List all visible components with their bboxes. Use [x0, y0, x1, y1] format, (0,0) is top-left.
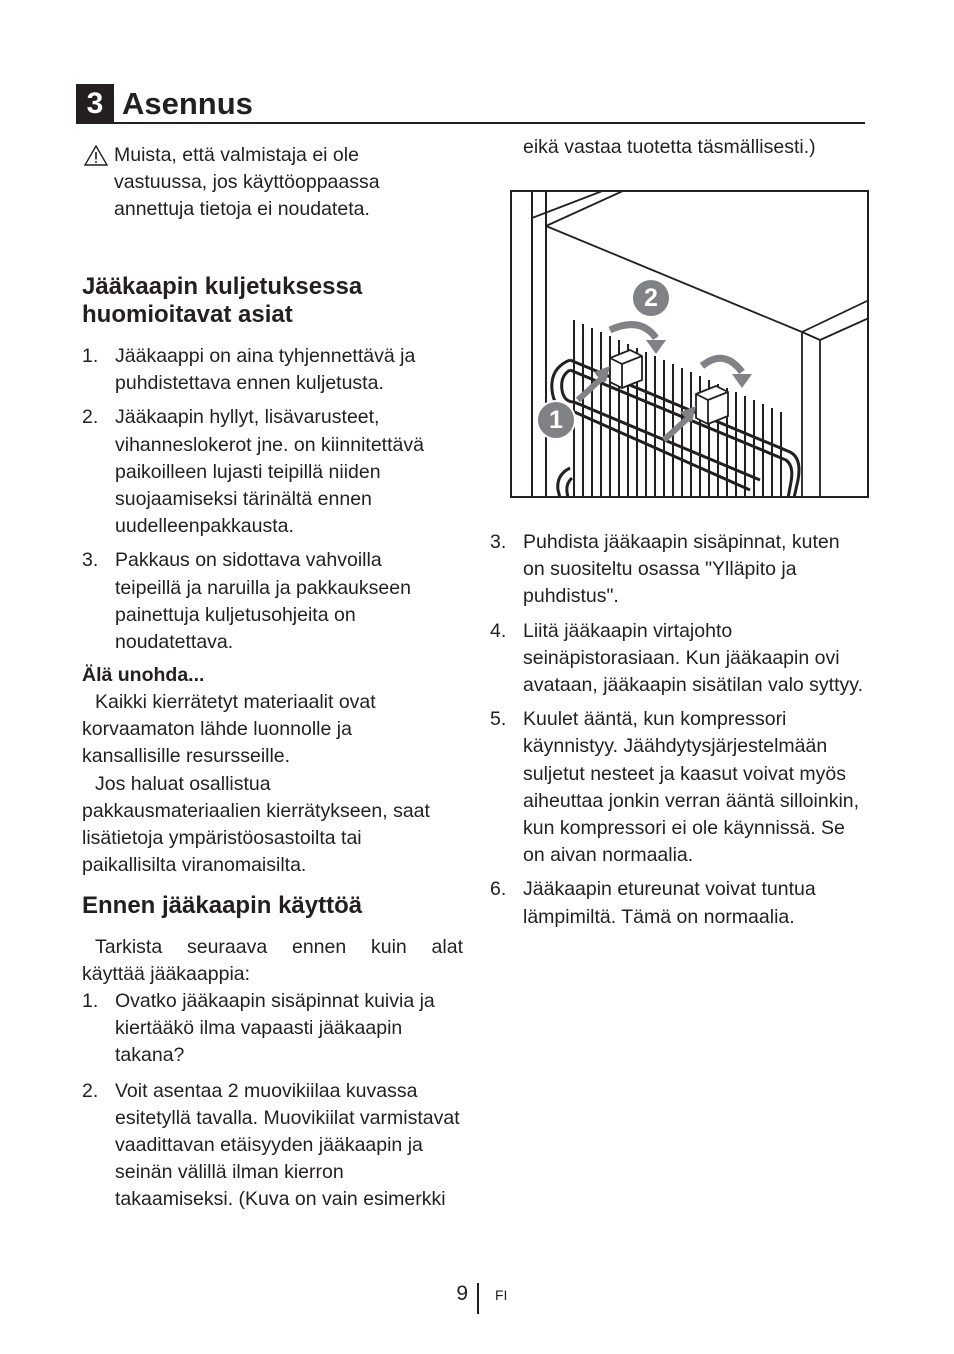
reminder-paragraph-2: Jos haluat osallistua pakkausmateriaalien kierrätykseen, saat lisätietoja ympäristöosastoilta tai paikallisilta viranomaisilta.: [82, 772, 430, 877]
page-number: 9: [456, 1282, 468, 1305]
reminder-heading: Älä unohda...: [82, 664, 205, 686]
list-text: Puhdista jääkaapin sisäpinnat, kuten on suositeltu osassa "Ylläpito ja puhdistus".: [523, 531, 840, 608]
section-title: Asennus: [122, 86, 253, 121]
before-use-intro: [82, 934, 463, 988]
before-use-list-right: [490, 529, 864, 938]
list-item: [490, 529, 864, 611]
list-item: [82, 404, 452, 540]
transport-list: [82, 343, 452, 663]
list-text: Pakkaus on sidottava vahvoilla teipeillä ja naruilla ja pakkaukseen painettuja kuljetusohjeita on noudatettava.: [115, 549, 411, 654]
list-text: Jääkaapin etureunat voivat tuntua lämpimiltä. Tämä on normaalia.: [523, 878, 816, 928]
list-text: Voit asentaa 2 muovikiilaa kuvassa esitetyllä tavalla. Muovikiilat varmistavat vaadittavan etäisyyden jääkaapin ja seinän välillä ilman kierron takaamiseksi. (Kuva on vain esimerkki: [115, 1079, 460, 1211]
intro-line-2: käyttää jääkaappia:: [82, 963, 251, 986]
header-rule: [76, 122, 865, 124]
callout-2-label: 2: [644, 284, 658, 312]
list-number: 3.: [82, 549, 99, 572]
list-text: Jääkaappi on aina tyhjennettävä ja puhdistettava ennen kuljetusta.: [115, 345, 416, 395]
list-text: Liitä jääkaapin virtajohto seinäpistorasiaan. Kun jääkaapin ovi avataan, jääkaapin sisätilan valo syttyy.: [523, 619, 863, 697]
list-text: Jääkaapin hyllyt, lisävarusteet, vihanneslokerot jne. on kiinnitettävä paikoilleen lujasti teipillä niiden suojaamiseksi tärinältä ennen uudelleenpakkausta.: [115, 406, 424, 538]
list-item: [82, 343, 452, 397]
intro-line-1: Tarkista seuraava ennen kuin alat: [95, 936, 463, 958]
list-number: 1.: [82, 990, 99, 1012]
transport-heading-line1: Jääkaapin kuljetuksessa: [82, 273, 363, 300]
list-continuation: eikä vastaa tuotetta täsmällisesti.): [523, 136, 816, 158]
footer-divider: [477, 1283, 479, 1314]
list-number: 1.: [82, 345, 99, 367]
list-item: [82, 988, 466, 1070]
list-number: 4.: [490, 619, 507, 642]
list-item: [82, 547, 452, 656]
warning-note: [84, 142, 414, 224]
list-text: Ovatko jääkaapin sisäpinnat kuivia ja kiertääkö ilma vapaasti jääkaapin takana?: [115, 990, 435, 1067]
installation-figure: [510, 190, 869, 498]
list-number: 3.: [490, 531, 507, 553]
transport-heading: [82, 273, 482, 329]
list-number: 2.: [82, 1079, 99, 1102]
list-item: [82, 1078, 466, 1214]
callout-1-label: 1: [549, 406, 563, 434]
warning-text: Muista, että valmistaja ei ole vastuussa, jos käyttöoppaassa annettuja tietoja ei noudateta.: [114, 144, 380, 221]
list-number: 6.: [490, 878, 507, 901]
transport-heading-line2: huomioitavat asiat: [82, 301, 293, 328]
language-code: FI: [495, 1287, 508, 1303]
list-number: 2.: [82, 406, 99, 429]
section-number-badge: 3: [76, 84, 114, 124]
list-text: Kuulet ääntä, kun kompressori käynnistyy. Jäähdytysjärjestelmään suljetut nesteet ja kaasut voivat myös aiheuttaa jonkin verran ääntä silloinkin, kun kompressori ei ole käynnissä. Se on aivan normaalia.: [523, 708, 860, 867]
warning-triangle-icon: [84, 145, 108, 174]
reminder-paragraph-1: Kaikki kierrätetyt materiaalit ovat korvaamaton lähde luonnolle ja kansallisille resursseille.: [82, 691, 376, 768]
list-item: [490, 876, 864, 930]
reminder-text: [82, 689, 454, 879]
before-use-list-left: [82, 988, 466, 1221]
before-use-heading: Ennen jääkaapin käyttöä: [82, 892, 363, 919]
list-item: [490, 618, 864, 700]
list-item: [490, 706, 864, 869]
list-number: 5.: [490, 708, 507, 731]
